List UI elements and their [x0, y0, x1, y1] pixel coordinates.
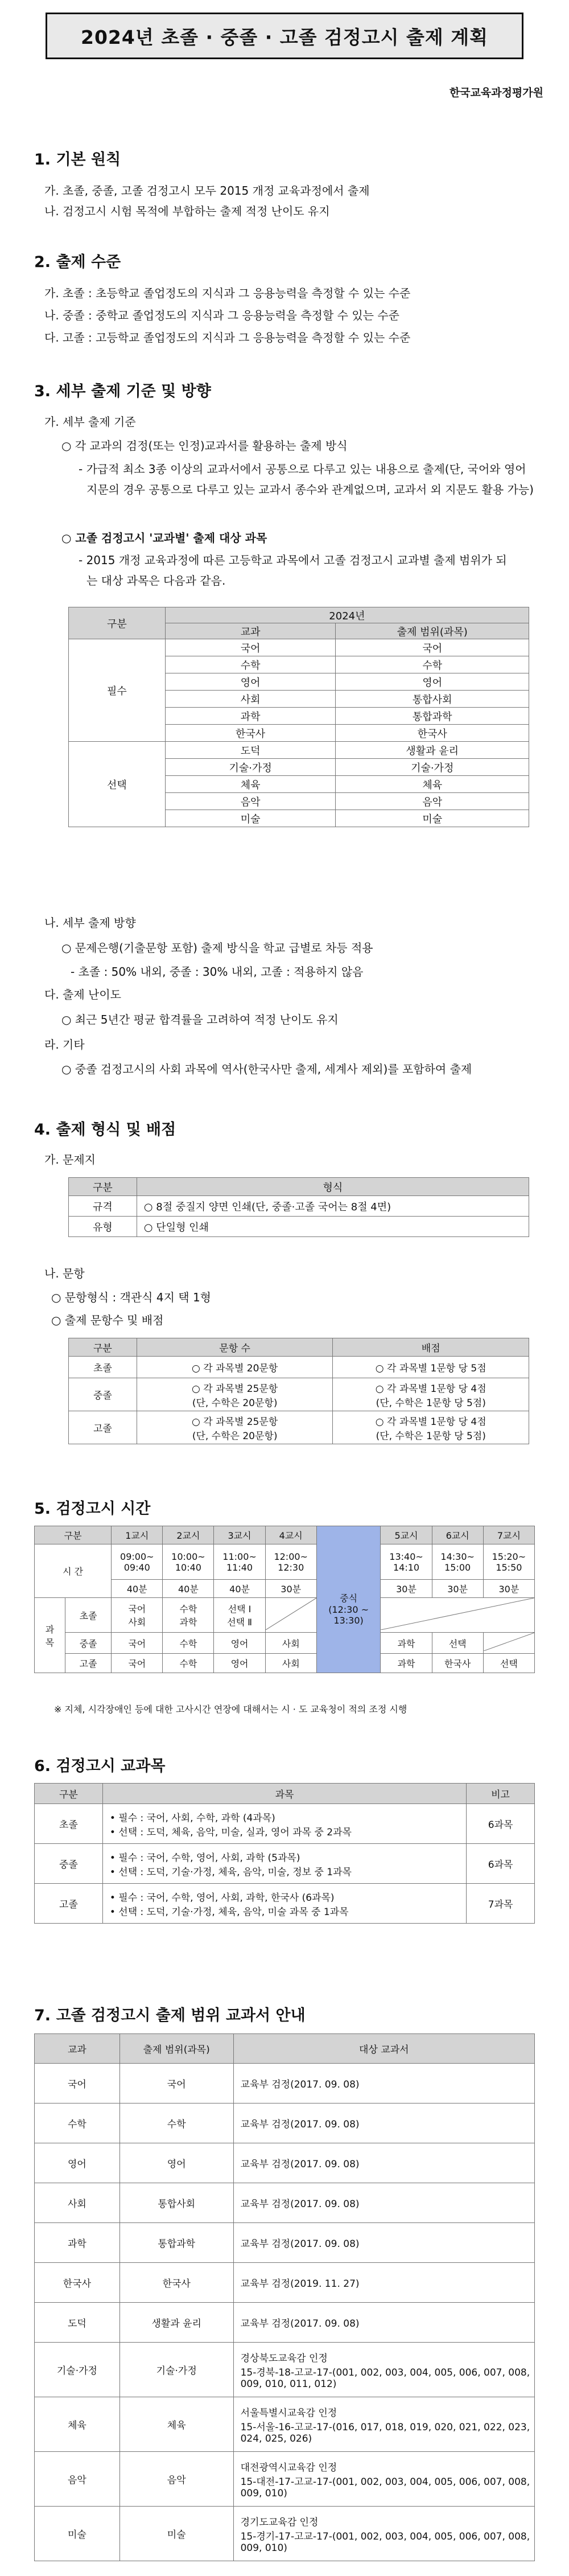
- table-cell: [233, 2397, 534, 2452]
- s3-na: 나. 세부 출제 방향: [44, 916, 136, 930]
- table-cell: 한국사: [35, 2263, 120, 2303]
- table-cell: 음악: [336, 793, 529, 810]
- table-cell: 영어: [35, 2143, 120, 2183]
- th-period: 6교시: [432, 1526, 483, 1544]
- table-cell: 사회: [265, 1633, 316, 1654]
- time-end: 15:50: [496, 1562, 522, 1573]
- table-cell: ○ 단일형 인쇄: [137, 1217, 529, 1237]
- s1-item-ga: 가. 초졸, 중졸, 고졸 검정고시 모두 2015 개정 교육과정에서 출제: [44, 184, 370, 198]
- lunch-label: 중식: [340, 1592, 358, 1604]
- table-cell: 영어: [119, 2143, 233, 2183]
- table-cell: 사회: [35, 2183, 120, 2223]
- cell-line: 선택 Ⅰ: [228, 1604, 251, 1614]
- th-subject: 교과: [35, 2034, 120, 2064]
- table-cell: 유형: [69, 1217, 137, 1237]
- table-cell: 교육부 검정(2017. 09. 08): [233, 2303, 534, 2343]
- cell-line: ○ 각 과목별 25문항: [192, 1383, 278, 1395]
- th-period: 4교시: [265, 1526, 316, 1544]
- th-period: 2교시: [163, 1526, 214, 1544]
- diagonal-line: [484, 1633, 534, 1651]
- table-cell: 미술: [35, 2507, 120, 2561]
- time-end: 10:40: [175, 1562, 201, 1573]
- time-start: 12:00~: [274, 1551, 308, 1562]
- table-cell: 교육부 검정(2017. 09. 08): [233, 2064, 534, 2103]
- cell-line: • 필수 : 국어, 수학, 영어, 사회, 과학 (5과목): [109, 1852, 300, 1864]
- duration-cell: 30분: [432, 1580, 483, 1598]
- section-7-heading: 7. 고졸 검정고시 출제 범위 교과서 안내: [34, 2007, 306, 2024]
- organization-name: 한국교육과정평가원: [449, 87, 543, 99]
- table-cell: ○ 각 과목별 20문항: [137, 1357, 333, 1378]
- s3-c2a: - 2015 개정 교육과정에 따른 고등학교 과목에서 고졸 검정고시 교과별 출제 범위가 되는 대상 과목은 다음과 같음.: [79, 553, 507, 587]
- table-cell: 중졸: [69, 1378, 137, 1411]
- table-cell: 6과목: [467, 1804, 535, 1844]
- th-range: 출제 범위(과목): [119, 2034, 233, 2064]
- table-cell: 기술·가정: [165, 759, 336, 776]
- duration-cell: 30분: [381, 1580, 432, 1598]
- elem-cell: [163, 1598, 214, 1633]
- table-cell: 고졸: [35, 1884, 103, 1924]
- th-period: 5교시: [381, 1526, 432, 1544]
- cell-line: 선택 Ⅱ: [227, 1617, 252, 1628]
- cell-line: • 필수 : 국어, 사회, 수학, 과학 (4과목): [109, 1812, 275, 1824]
- table-cell: 음악: [35, 2452, 120, 2507]
- cell-line: ○ 각 과목별 1문항 당 4점: [375, 1416, 486, 1428]
- table-cell: 수학: [165, 656, 336, 673]
- s4-n1: ○ 문항형식 : 객관식 4지 택 1형: [51, 1291, 211, 1304]
- th-group: 구분: [35, 1784, 103, 1804]
- section-2-heading: 2. 출제 수준: [34, 253, 121, 271]
- table-cell: 국어: [35, 2064, 120, 2103]
- lunch-time-start: (12:30 ~: [328, 1604, 369, 1615]
- table-cell: [137, 1378, 333, 1411]
- table-cell: 영어: [214, 1654, 265, 1673]
- elem-cell: [112, 1598, 163, 1633]
- table-cell: 국어: [119, 2064, 233, 2103]
- document-title: 2024년 초졸 · 중졸 · 고졸 검정고시 출제 계획: [46, 13, 523, 59]
- s3-c1a: - 가급적 최소 3종 이상의 교과서에서 공통으로 다루고 있는 내용으로 출제(단, 국어와 영어 지문의 경우 공통으로 다루고 있는 교과서 종수와 관계없으며, 교과서 외 지문도 활용 가능): [79, 462, 534, 496]
- s3-c2: ○ 고졸 검정고시 '교과별' 출제 대상 과목: [61, 531, 267, 545]
- time-start: 15:20~: [492, 1551, 526, 1562]
- duration-cell: 40분: [214, 1580, 265, 1598]
- time-cell: [381, 1544, 432, 1580]
- th-year: 2024년: [165, 607, 529, 623]
- time-end: 14:10: [393, 1562, 420, 1573]
- empty-diagonal-cell: [483, 1633, 534, 1654]
- table-cell: 기술·가정: [119, 2343, 233, 2397]
- section-1-heading: 1. 기본 원칙: [34, 151, 121, 169]
- s2-item-na: 나. 중졸 : 중학교 졸업정도의 지식과 그 응용능력을 측정할 수 있는 수준: [44, 309, 399, 322]
- duration-cell: 40분: [112, 1580, 163, 1598]
- time-label: 시 간: [35, 1544, 112, 1598]
- table-cell: 국어: [336, 639, 529, 656]
- s3-n1: ○ 문제은행(기출문항 포함) 출제 방식을 학교 급별로 차등 적용: [61, 941, 373, 955]
- table-cell: 과학: [165, 708, 336, 725]
- lunch-cell: [316, 1544, 381, 1673]
- table-cell: 영어: [214, 1633, 265, 1654]
- table-cell: 한국사: [432, 1654, 483, 1673]
- section-4-heading: 4. 출제 형식 및 배점: [34, 1121, 176, 1139]
- cell-line: 15-대전-17-고교-17-(001, 002, 003, 004, 005, 006, 007, 008, 009, 010): [240, 2476, 530, 2499]
- table-cell: 영어: [336, 673, 529, 691]
- textbook-table: [34, 2033, 535, 2561]
- table-cell: 수학: [163, 1633, 214, 1654]
- cell-line: ○ 각 과목별 1문항 당 4점: [375, 1383, 486, 1395]
- cell-line: (단, 수학은 1문항 당 5점): [376, 1397, 486, 1409]
- table-cell: 과학: [381, 1654, 432, 1673]
- th-period: 1교시: [112, 1526, 163, 1544]
- table-cell: 체육: [35, 2397, 120, 2452]
- th-group: 구분: [69, 607, 166, 639]
- time-start: 11:00~: [222, 1551, 257, 1562]
- cell-line: (단, 수학은 1문항 당 5점): [376, 1430, 486, 1442]
- s1-item-na: 나. 검정고시 시험 목적에 부합하는 출제 적정 난이도 유지: [44, 204, 330, 218]
- th-period: 7교시: [483, 1526, 534, 1544]
- table-cell: 한국사: [119, 2263, 233, 2303]
- table-cell: 규격: [69, 1196, 137, 1217]
- duration-cell: 30분: [265, 1580, 316, 1598]
- table-cell: 수학: [119, 2103, 233, 2143]
- th-textbook: 대상 교과서: [233, 2034, 534, 2064]
- empty-diagonal-cell-right: [381, 1598, 535, 1633]
- s2-item-da: 다. 고졸 : 고등학교 졸업정도의 지식과 그 응용능력을 측정할 수 있는 수준: [44, 331, 411, 344]
- subject-label-1: 과: [45, 1624, 55, 1635]
- th-subject: 과목: [102, 1784, 466, 1804]
- cell-line: (단, 수학은 20문항): [192, 1397, 278, 1409]
- cell-line: 서울특별시교육감 인정: [240, 2407, 337, 2419]
- table-cell: 7과목: [467, 1884, 535, 1924]
- cell-line: • 필수 : 국어, 수학, 영어, 사회, 과학, 한국사 (6과목): [109, 1892, 335, 1904]
- empty-diagonal-cell: [265, 1598, 316, 1633]
- cell-line: 국어: [128, 1604, 146, 1614]
- table-cell: 초졸: [35, 1804, 103, 1844]
- s2-item-ga: 가. 초졸 : 초등학교 졸업정도의 지식과 그 응용능력을 측정할 수 있는 수준: [44, 286, 411, 300]
- table-cell: [233, 2343, 534, 2397]
- time-end: 09:40: [123, 1562, 150, 1573]
- table-cell: 통합사회: [119, 2183, 233, 2223]
- exam-subjects-table: [34, 1783, 535, 1924]
- table-cell: 도덕: [165, 742, 336, 759]
- table-cell: [233, 2452, 534, 2507]
- table-cell: 생활과 윤리: [336, 742, 529, 759]
- cell-line: 경기도교육감 인정: [240, 2516, 319, 2528]
- table-cell: 체육: [119, 2397, 233, 2452]
- table-cell: 교육부 검정(2017. 09. 08): [233, 2223, 534, 2263]
- s4-n2: ○ 출제 문항수 및 배점: [51, 1313, 164, 1327]
- table-cell: 한국사: [336, 725, 529, 742]
- s3-c1: ○ 각 교과의 검정(또는 인정)교과서를 활용하는 출제 방식: [61, 439, 348, 453]
- table-cell: 사회: [165, 691, 336, 708]
- cell-line: 15-서울-16-고교-17-(016, 017, 018, 019, 020, 021, 022, 023, 024, 025, 026): [240, 2421, 530, 2444]
- table-cell: 미술: [119, 2507, 233, 2561]
- th-subject: 교과: [165, 623, 336, 639]
- elem-label: 초졸: [65, 1598, 112, 1633]
- section-3-heading: 3. 세부 출제 기준 및 방향: [34, 383, 211, 400]
- table-cell: 수학: [336, 656, 529, 673]
- table-cell: 과학: [381, 1633, 432, 1654]
- table-cell: 교육부 검정(2017. 09. 08): [233, 2183, 534, 2223]
- lunch-head: [316, 1526, 381, 1544]
- s3-r1: ○ 중졸 검정고시의 사회 과목에 역사(한국사만 출제, 세계사 제외)를 포함하여 출제: [61, 1062, 472, 1076]
- table-cell: 도덕: [35, 2303, 120, 2343]
- time-cell: [112, 1544, 163, 1580]
- s4-ga: 가. 문제지: [44, 1153, 96, 1166]
- elem-cell: [214, 1598, 265, 1633]
- time-end: 12:30: [278, 1562, 304, 1573]
- table-cell: 교육부 검정(2017. 09. 08): [233, 2143, 534, 2183]
- th-range: 출제 범위(과목): [336, 623, 529, 639]
- table-cell: 국어: [112, 1633, 163, 1654]
- table-cell: 영어: [165, 673, 336, 691]
- th-format: 형식: [137, 1178, 529, 1196]
- cell-line: 과학: [179, 1617, 197, 1628]
- table-cell: 교육부 검정(2017. 09. 08): [233, 2103, 534, 2143]
- table-cell: 고졸: [69, 1411, 137, 1444]
- table-cell: [102, 1804, 466, 1844]
- time-start: 09:00~: [120, 1551, 154, 1562]
- duration-cell: 30분: [483, 1580, 534, 1598]
- table-cell: 미술: [336, 810, 529, 827]
- th-period: 3교시: [214, 1526, 265, 1544]
- table-cell: 선택: [432, 1633, 483, 1654]
- diagonal-line: [381, 1598, 534, 1630]
- cell-line: 수학: [179, 1604, 197, 1614]
- diagonal-line: [266, 1598, 316, 1630]
- table-cell: 과학: [35, 2223, 120, 2263]
- table-cell: 교육부 검정(2019. 11. 27): [233, 2263, 534, 2303]
- s3-d1: ○ 최근 5년간 평균 합격률을 고려하여 적정 난이도 유지: [61, 1013, 339, 1026]
- table-cell: [333, 1378, 529, 1411]
- table-cell: 수학: [35, 2103, 120, 2143]
- time-cell: [483, 1544, 534, 1580]
- time-cell: [265, 1544, 316, 1580]
- cell-line: 대전광역시교육감 인정: [240, 2462, 337, 2474]
- table-cell: 통합과학: [336, 708, 529, 725]
- section-6-heading: 6. 검정고시 교과목: [34, 1757, 166, 1775]
- subject-label: [35, 1598, 65, 1673]
- duration-cell: 40분: [163, 1580, 214, 1598]
- time-start: 13:40~: [389, 1551, 423, 1562]
- schedule-note: ※ 지체, 시각장애인 등에 대한 고사시간 연장에 대해서는 시 · 도 교육청이 적의 조정 시행: [54, 1704, 407, 1715]
- table-cell: [333, 1411, 529, 1444]
- table-cell: 중졸: [35, 1844, 103, 1884]
- time-cell: [214, 1544, 265, 1580]
- s3-n1a: - 초졸 : 50% 내외, 중졸 : 30% 내외, 고졸 : 적용하지 않음: [71, 965, 364, 979]
- table-cell: 미술: [165, 810, 336, 827]
- th-count: 문항 수: [137, 1338, 333, 1357]
- table-cell: 수학: [163, 1654, 214, 1673]
- elective-label: 선택: [69, 742, 166, 827]
- time-end: 11:40: [226, 1562, 253, 1573]
- cell-line: 사회: [128, 1617, 146, 1628]
- cell-line: • 선택 : 도덕, 체육, 음악, 미술, 실과, 영어 과목 중 2과목: [109, 1826, 352, 1838]
- time-cell: [432, 1544, 483, 1580]
- subject-range-table: [68, 607, 529, 827]
- cell-line: (단, 수학은 20문항): [192, 1430, 278, 1442]
- table-cell: 한국사: [165, 725, 336, 742]
- time-start: 14:30~: [440, 1551, 475, 1562]
- table-cell: 생활과 윤리: [119, 2303, 233, 2343]
- table-cell: 6과목: [467, 1844, 535, 1884]
- table-cell: 사회: [265, 1654, 316, 1673]
- table-cell: 국어: [112, 1654, 163, 1673]
- s3-da: 다. 출제 난이도: [44, 988, 121, 1001]
- th-group: 구분: [35, 1526, 112, 1544]
- table-cell: 음악: [165, 793, 336, 810]
- high-label: 고졸: [65, 1654, 112, 1673]
- paper-format-table: [68, 1177, 529, 1237]
- table-cell: 음악: [119, 2452, 233, 2507]
- section-5-heading: 5. 검정고시 시간: [34, 1500, 151, 1518]
- th-note: 비고: [467, 1784, 535, 1804]
- table-cell: [102, 1844, 466, 1884]
- exam-schedule-table: [34, 1526, 535, 1673]
- table-cell: 통합과학: [119, 2223, 233, 2263]
- required-label: 필수: [69, 639, 166, 742]
- table-cell: ○ 8절 중질지 양면 인쇄(단, 중졸·고졸 국어는 8절 4면): [137, 1196, 529, 1217]
- cell-line: 15-경기-17-고교-17-(001, 002, 003, 004, 005, 006, 007, 008, 009, 010): [240, 2530, 530, 2554]
- s3-ga: 가. 세부 출제 기준: [44, 415, 136, 429]
- cell-line: ○ 각 과목별 25문항: [192, 1416, 278, 1428]
- cell-line: • 선택 : 도덕, 기술·가정, 체육, 음악, 미술 과목 중 1과목: [109, 1906, 349, 1918]
- table-cell: 체육: [336, 776, 529, 793]
- table-cell: 선택: [483, 1654, 534, 1673]
- item-score-table: [68, 1338, 529, 1444]
- mid-label: 중졸: [65, 1633, 112, 1654]
- s4-na: 나. 문항: [44, 1267, 85, 1280]
- table-cell: [102, 1884, 466, 1924]
- time-end: 15:00: [444, 1562, 471, 1573]
- th-score: 배점: [333, 1338, 529, 1357]
- table-cell: 국어: [165, 639, 336, 656]
- cell-line: • 선택 : 도덕, 기술·가정, 체육, 음악, 미술, 정보 중 1과목: [109, 1866, 352, 1878]
- table-cell: [137, 1411, 333, 1444]
- table-cell: 체육: [165, 776, 336, 793]
- th-group: 구분: [69, 1338, 137, 1357]
- table-cell: [233, 2507, 534, 2561]
- table-cell: 통합사회: [336, 691, 529, 708]
- table-cell: 기술·가정: [336, 759, 529, 776]
- th-group: 구분: [69, 1178, 137, 1196]
- lunch-time-end: 13:30): [333, 1614, 364, 1626]
- cell-line: 경상북도교육감 인정: [240, 2352, 328, 2364]
- s3-ra: 라. 기타: [44, 1038, 85, 1051]
- time-cell: [163, 1544, 214, 1580]
- table-cell: ○ 각 과목별 1문항 당 5점: [333, 1357, 529, 1378]
- time-start: 10:00~: [171, 1551, 205, 1562]
- table-cell: 기술·가정: [35, 2343, 120, 2397]
- cell-line: 15-경북-18-고교-17-(001, 002, 003, 004, 005, 006, 007, 008, 009, 010, 011, 012): [240, 2367, 530, 2390]
- subject-label-2: 목: [45, 1637, 55, 1648]
- table-cell: 초졸: [69, 1357, 137, 1378]
